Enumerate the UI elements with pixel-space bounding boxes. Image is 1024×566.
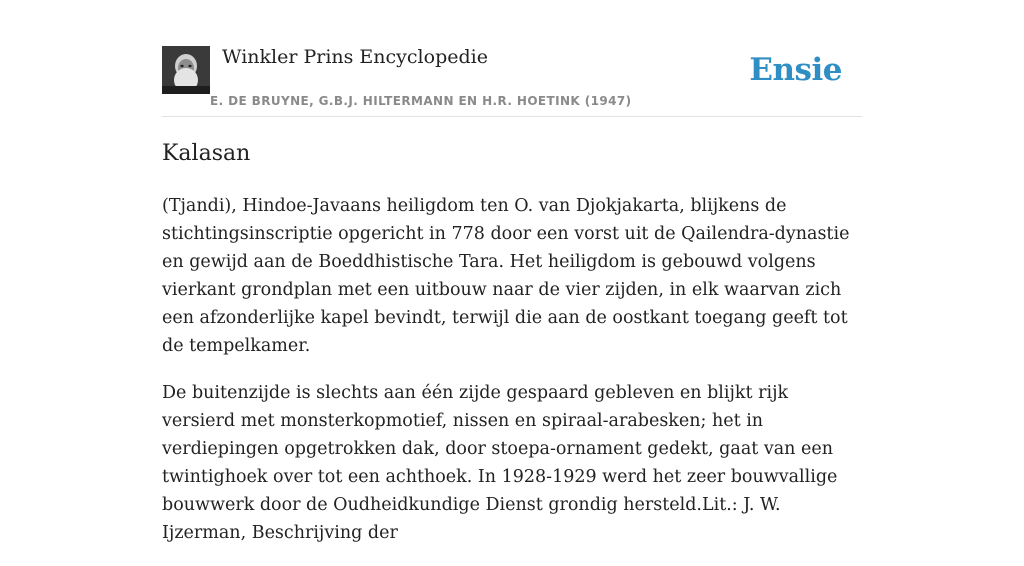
site-title[interactable]: Winkler Prins Encyclopedie [222,46,488,68]
author-avatar[interactable] [162,46,210,94]
article-paragraph: (Tjandi), Hindoe-Javaans heiligdom ten O. van Djokjakarta, blijkens de stichtingsinscriptie opgericht in 778 door een vorst uit de Qailendra-dynastie en gewijd aan de Boeddhistische Tara. Het heiligdom is gebouwd volgens vierkant grondplan met een uitbouw naar de vier zijden, in elk waarvan zich een afzonderlijke kapel bevindt, terwijl die aan de oostkant toegang geeft tot de tempelkamer. [162,196,850,356]
article-title: Kalasan [162,141,251,166]
article-paragraph: De buitenzijde is slechts aan één zijde gespaard gebleven en blijkt rijk versierd met monsterkopmotief, nissen en spiraal-arabesken; het in verdiepingen opgetrokken dak, door stoepa-ornament gedekt, gaat van een twintighoek over tot een achthoek. In 1928-1929 werd het zeer bouwvallige bouwwerk door de Oudheidkundige Dienst grondig hersteld.Lit.: J. W. Ijzerman, Beschrijving der [162,383,838,543]
ensie-logo[interactable]: Ensie [749,52,842,88]
source-subtitle: E. DE BRUYNE, G.B.J. HILTERMANN EN H.R. HOETINK (1947) [210,94,632,108]
site-header [162,46,862,117]
author-portrait-icon [162,46,210,94]
article-content [162,192,862,566]
